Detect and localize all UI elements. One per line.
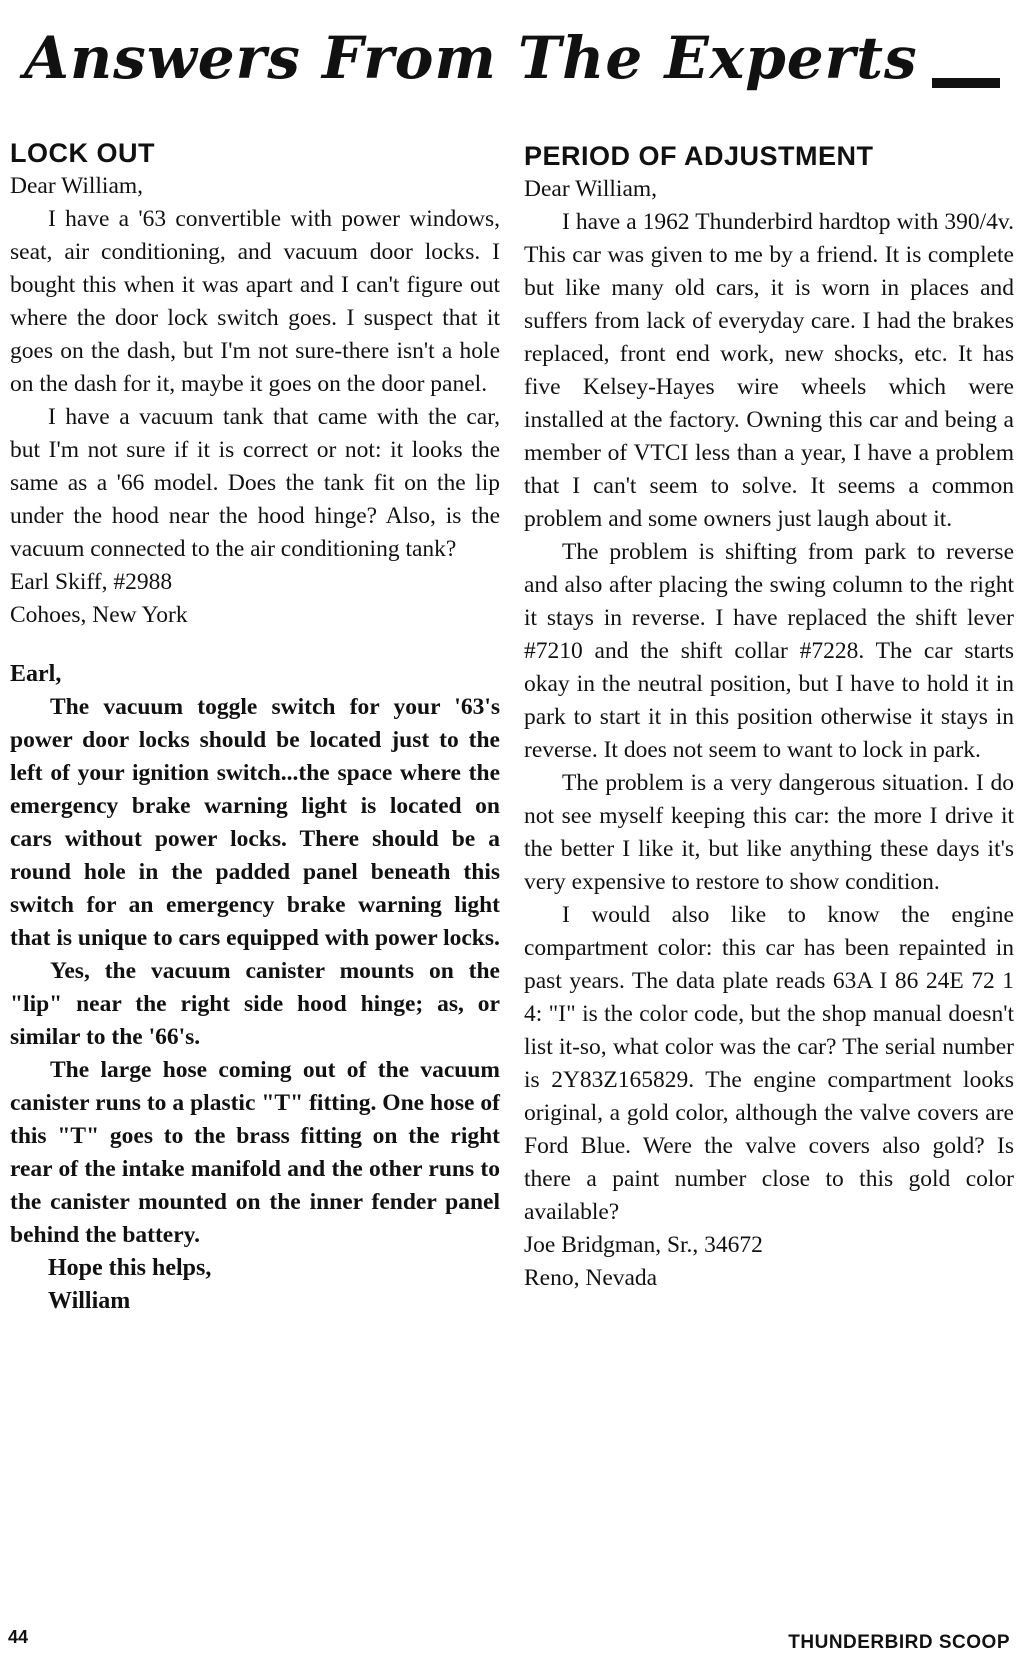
letter-paragraph: I have a '63 convertible with power windows, seat, air conditioning, and vacuum door locks. I bought this when it was apart and I can't figure out where the door lock switch goes. I suspect that it goes on the dash, but I'm not sure-there isn't a hole on the dash for it, maybe it goes on the door panel. [10, 206, 500, 397]
letter-location: Cohoes, New York [10, 602, 188, 628]
reply-paragraph: The vacuum toggle switch for your '63's power door locks should be located just to the left of your ignition switch...the space where the emergency brake warning light is located on cars without power locks. There should be a round hole in the padded panel beneath this switch for an emergency brake warning light that is unique to cars equipped with power locks. [10, 694, 500, 951]
section-title: Answers From The Experts [24, 24, 918, 92]
letter-paragraph: The problem is shifting from park to reverse and also after placing the swing column to the right it stays in reverse. I have replaced the shift lever #7210 and the shift collar #7228. The car starts okay in the neutral position, but I have to hold it in park to start it in this position otherwise it stays in reverse. It does not seem to want to lock in park. [524, 539, 1014, 763]
publication-name: THUNDERBIRD SCOOP [788, 1632, 1010, 1653]
letter-heading-period-of-adjustment: PERIOD OF ADJUSTMENT [524, 141, 874, 171]
reply-paragraph: Yes, the vacuum canister mounts on the "lip" near the right side hood hinge; as, or similar to the '66's. [10, 958, 500, 1050]
right-column [524, 139, 1014, 1295]
letter-greeting: Dear William, [524, 176, 658, 202]
title-rule [932, 78, 1000, 88]
page-number: 44 [8, 1627, 29, 1647]
reply-signoff: William [48, 1288, 131, 1314]
letter-heading-lock-out: LOCK OUT [10, 138, 155, 168]
reply-greeting: Earl, [10, 661, 62, 687]
letter-paragraph: The problem is a very dangerous situation. I do not see myself keeping this car: the more I drive it the better I like it, but like anything these days it's very expensive to restore to show condition. [524, 770, 1014, 895]
left-column [10, 136, 500, 1318]
letter-paragraph: I have a 1962 Thunderbird hardtop with 390/4v. This car was given to me by a friend. It is complete but like many old cars, it is worn in places and suffers from lack of everyday care. I had the brakes replaced, front end work, new shocks, etc. It has five Kelsey-Hayes wire wheels which were installed at the factory. Owning this car and being a member of VTCI less than a year, I have a problem that I can't seem to solve. It seems a common problem and some owners just laugh about it. [524, 209, 1014, 532]
letter-paragraph: I would also like to know the engine compartment color: this car has been repainted in past years. The data plate reads 63A I 86 24E 72 1 4: "I" is the color code, but the shop manual doesn't list it-so, what color was the car? The serial number is 2Y83Z165829. The engine compartment looks original, a gold color, although the valve covers are Ford Blue. Were the valve covers also gold? Is there a paint number close to this gold color available? [524, 902, 1014, 1225]
letter-paragraph: I have a vacuum tank that came with the car, but I'm not sure if it is correct or not: it looks the same as a '66 model. Does the tank fit on the lip under the hood near the hood hinge? Also, is the vacuum connected to the air conditioning tank? [10, 404, 500, 562]
reply-closing: Hope this helps, [48, 1255, 212, 1281]
letter-location: Reno, Nevada [524, 1265, 658, 1291]
letter-signature: Joe Bridgman, Sr., 34672 [524, 1232, 763, 1258]
page-header [10, 18, 1010, 98]
letter-greeting: Dear William, [10, 173, 144, 199]
letter-signature: Earl Skiff, #2988 [10, 569, 173, 595]
reply-paragraph: The large hose coming out of the vacuum canister runs to a plastic "T" fitting. One hose of this "T" goes to the brass fitting on the right rear of the intake manifold and the other runs to the canister mounted on the inner fender panel behind the battery. [10, 1057, 500, 1248]
